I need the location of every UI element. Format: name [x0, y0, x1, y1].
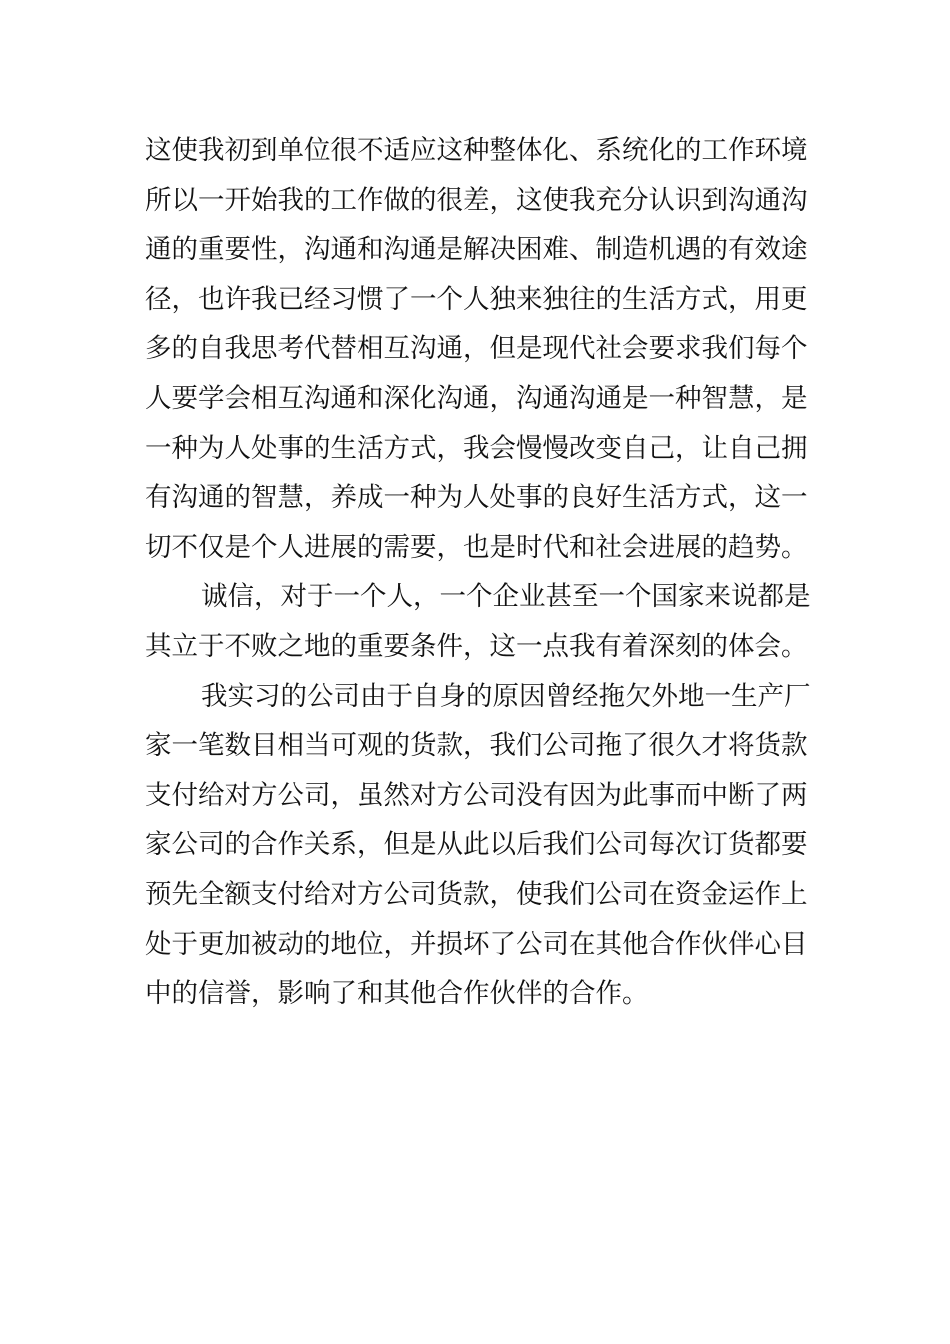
- body-text: [145, 126, 810, 1019]
- text-line: 径，也许我已经习惯了一个人独来独往的生活方式，用更: [145, 283, 808, 315]
- text-line: 通的重要性，沟通和沟通是解决困难、制造机遇的有效途: [145, 234, 808, 266]
- text-line: 人要学会相互沟通和深化沟通，沟通沟通是一种智慧，是: [145, 382, 808, 414]
- text-line: 切不仅是个人进展的需要，也是时代和社会进展的趋势。: [145, 531, 808, 563]
- text-line: 这使我初到单位很不适应这种整体化、系统化的工作环境: [145, 135, 808, 166]
- text-line: 所以一开始我的工作做的很差，这使我充分认识到沟通沟: [145, 184, 808, 216]
- text-line: 多的自我思考代替相互沟通，但是现代社会要求我们每个: [145, 333, 808, 365]
- text-line: 一种为人处事的生活方式，我会慢慢改变自己，让自己拥: [145, 432, 808, 464]
- text-line: 处于更加被动的地位，并损坏了公司在其他合作伙伴心目: [145, 928, 808, 960]
- paragraph-first-line: 诚信，对于一个人，一个企业甚至一个国家来说都是: [201, 581, 811, 613]
- paragraph-first-line: 我实习的公司由于自身的原因曾经拖欠外地一生产厂: [201, 680, 811, 712]
- text-line: 支付给对方公司，虽然对方公司没有因为此事而中断了两: [145, 779, 808, 811]
- text-line: 其立于不败之地的重要条件，这一点我有着深刻的体会。: [145, 630, 808, 662]
- text-line: 中的信誉，影响了和其他合作伙伴的合作。: [145, 978, 649, 1010]
- text-line: 家公司的合作关系，但是从此以后我们公司每次订货都要: [145, 829, 808, 861]
- text-line: 有沟通的智慧，养成一种为人处事的良好生活方式，这一: [145, 482, 808, 514]
- text-line: 家一笔数目相当可观的货款，我们公司拖了很久才将货款: [145, 730, 808, 762]
- text-line: 预先全额支付给对方公司货款，使我们公司在资金运作上: [145, 878, 808, 910]
